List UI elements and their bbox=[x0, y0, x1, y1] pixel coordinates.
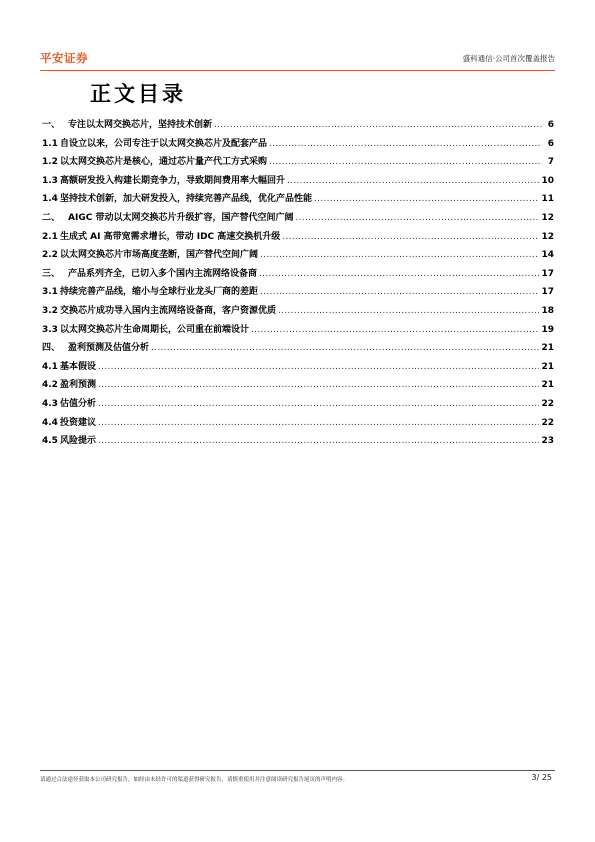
page-header bbox=[40, 50, 555, 72]
toc-entry-title: 盈利预测及估值分析 bbox=[68, 343, 150, 354]
toc-entry-page: 12 bbox=[541, 212, 554, 223]
toc-entry-number: 四、 bbox=[42, 343, 61, 354]
toc-dot-leader bbox=[295, 213, 539, 223]
toc-entry-number: 三、 bbox=[42, 268, 61, 279]
toc-entry-page: 7 bbox=[547, 157, 554, 168]
toc-entry-page: 17 bbox=[541, 268, 554, 279]
toc-entry[interactable] bbox=[42, 173, 554, 192]
toc-entry[interactable] bbox=[42, 191, 554, 210]
toc-dot-leader bbox=[98, 362, 539, 372]
footer-disclaimer: 请通过合法途径获取本公司研究报告，如经由未经许可的渠道获得研究报告，请慎重使用并注意阅读研究报告尾页的声明内容。 bbox=[40, 777, 349, 783]
toc-entry[interactable] bbox=[42, 340, 554, 359]
toc-dot-leader bbox=[251, 325, 539, 335]
toc-dot-leader bbox=[214, 120, 542, 130]
toc-entry-number: 3.2 bbox=[42, 305, 58, 316]
toc-dot-leader bbox=[260, 250, 539, 260]
toc-dot-leader bbox=[98, 380, 539, 390]
toc-entry-number: 二、 bbox=[42, 212, 61, 223]
toc-dot-leader bbox=[98, 418, 539, 428]
toc-entry-number: 2.2 bbox=[42, 250, 58, 261]
toc-dot-leader bbox=[269, 139, 542, 149]
toc-entry[interactable] bbox=[42, 396, 554, 415]
toc-entry-page: 21 bbox=[541, 361, 554, 372]
toc-entry[interactable] bbox=[42, 415, 554, 434]
toc-entry[interactable] bbox=[42, 247, 554, 266]
toc-entry-title: 专注以太网交换芯片，坚持技术创新 bbox=[68, 120, 213, 130]
toc-entry-number: 3.1 bbox=[42, 287, 58, 298]
toc-entry-title: 自设立以来，公司专注于以太网交换芯片及配套产品 bbox=[60, 138, 268, 149]
toc-entry[interactable] bbox=[42, 377, 554, 396]
toc-entry-number: 1.4 bbox=[42, 194, 58, 205]
toc-entry-page: 19 bbox=[541, 324, 554, 335]
toc-dot-leader bbox=[282, 232, 539, 242]
toc-entry-number: 一、 bbox=[42, 120, 61, 130]
toc-entry-page: 23 bbox=[541, 436, 554, 447]
toc-entry-title: AIGC 带动以太网交换芯片升级扩容，国产替代空间广阔 bbox=[68, 212, 294, 223]
toc-entry[interactable] bbox=[42, 303, 554, 322]
toc-entry-page: 14 bbox=[541, 250, 554, 261]
toc-entry-page: 21 bbox=[541, 343, 554, 354]
toc-entry[interactable] bbox=[42, 154, 554, 173]
toc-entry-number: 4.1 bbox=[42, 361, 58, 372]
toc-entry-title: 以太网交换芯片生命周期长，公司重在前端设计 bbox=[60, 324, 250, 335]
toc-entry[interactable] bbox=[42, 433, 554, 452]
toc-entry-title: 估值分析 bbox=[60, 398, 97, 409]
toc-dot-leader bbox=[269, 157, 542, 167]
toc-entry[interactable] bbox=[42, 117, 554, 136]
toc-entry-number: 3.3 bbox=[42, 324, 58, 335]
toc-entry-page: 10 bbox=[541, 175, 554, 186]
toc-dot-leader bbox=[98, 399, 539, 409]
toc-entry-title: 交换芯片成功导入国内主流网络设备商，客户资源优质 bbox=[60, 305, 277, 316]
toc-entry-page: 6 bbox=[547, 138, 554, 149]
toc-entry-number: 2.1 bbox=[42, 231, 58, 242]
table-of-contents bbox=[42, 117, 554, 452]
toc-entry-title: 以太网交换芯片市场高度垄断，国产替代空间广阔 bbox=[60, 250, 259, 261]
footer-divider bbox=[40, 770, 555, 771]
toc-entry-page: 11 bbox=[541, 194, 554, 205]
toc-entry-number: 1.3 bbox=[42, 175, 58, 186]
toc-entry-number: 1.2 bbox=[42, 157, 58, 168]
toc-entry-number: 4.5 bbox=[42, 436, 58, 447]
toc-entry-title: 生成式 AI 高带宽需求增长，带动 IDC 高速交换机升级 bbox=[60, 231, 281, 242]
toc-entry-page: 12 bbox=[541, 231, 554, 242]
toc-entry-title: 持续完善产品线，缩小与全球行业龙头厂商的差距 bbox=[60, 287, 259, 298]
toc-dot-leader bbox=[259, 269, 539, 279]
page-title: 正文目录 bbox=[90, 82, 186, 106]
toc-entry-title: 坚持技术创新，加大研发投入，持续完善产品线，优化产品性能 bbox=[60, 194, 313, 205]
report-type-label: 盛科通信·公司首次覆盖报告 bbox=[462, 54, 555, 63]
toc-entry-page: 22 bbox=[541, 417, 554, 428]
toc-dot-leader bbox=[260, 287, 539, 297]
toc-entry[interactable] bbox=[42, 359, 554, 378]
toc-entry-title: 基本假设 bbox=[60, 361, 97, 372]
toc-entry-number: 4.2 bbox=[42, 380, 58, 391]
toc-entry[interactable] bbox=[42, 284, 554, 303]
toc-entry-page: 18 bbox=[541, 305, 554, 316]
toc-entry-title: 盈利预测 bbox=[60, 380, 97, 391]
toc-entry-title: 投资建议 bbox=[60, 417, 97, 428]
toc-entry-number: 4.4 bbox=[42, 417, 58, 428]
toc-entry-page: 22 bbox=[541, 398, 554, 409]
toc-entry-number: 1.1 bbox=[42, 138, 58, 149]
toc-entry-title: 以太网交换芯片是核心，通过芯片量产代工方式采购 bbox=[60, 157, 268, 168]
toc-entry[interactable] bbox=[42, 322, 554, 341]
toc-dot-leader bbox=[314, 194, 539, 204]
toc-entry[interactable] bbox=[42, 210, 554, 229]
toc-entry[interactable] bbox=[42, 266, 554, 285]
brand-logo-text: 平安证券 bbox=[40, 51, 88, 65]
toc-entry-title: 高额研发投入构建长期竞争力，导致期间费用率大幅回升 bbox=[60, 175, 286, 186]
toc-entry-page: 17 bbox=[541, 287, 554, 298]
toc-entry-title: 产品系列齐全，已切入多个国内主流网络设备商 bbox=[68, 268, 258, 279]
toc-entry-title: 风险提示 bbox=[60, 436, 97, 447]
toc-entry-page: 21 bbox=[541, 380, 554, 391]
toc-dot-leader bbox=[98, 436, 539, 446]
header-divider bbox=[40, 70, 555, 71]
toc-entry-number: 4.3 bbox=[42, 398, 58, 409]
toc-entry-page: 6 bbox=[547, 120, 554, 130]
toc-dot-leader bbox=[287, 176, 539, 186]
toc-dot-leader bbox=[151, 343, 539, 353]
page-number: 3/ 25 bbox=[531, 773, 552, 782]
toc-entry[interactable] bbox=[42, 229, 554, 248]
toc-entry[interactable] bbox=[42, 136, 554, 155]
toc-dot-leader bbox=[278, 306, 539, 316]
